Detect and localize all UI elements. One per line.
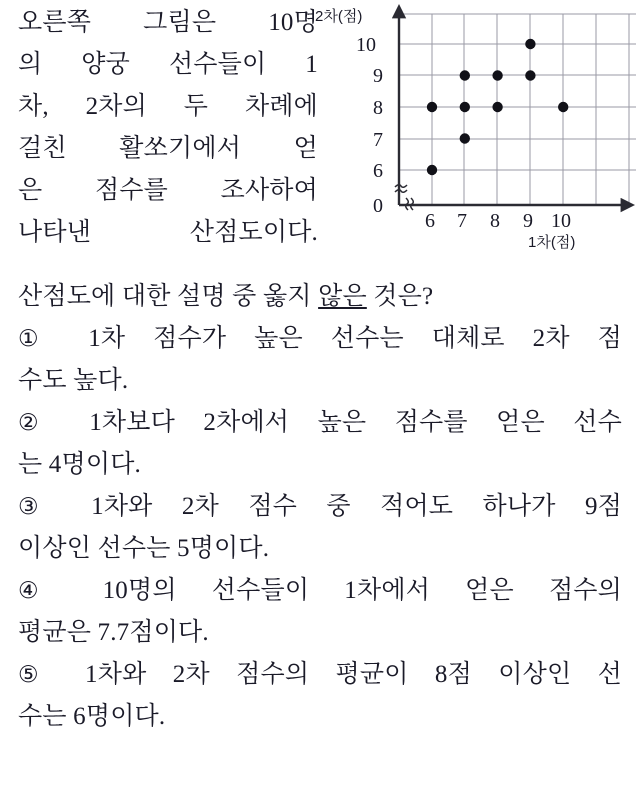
data-point xyxy=(492,102,502,112)
scatter-plot-figure xyxy=(310,0,640,262)
option-4-line-1 xyxy=(18,570,622,612)
data-point xyxy=(427,102,437,112)
y-tick-8: 8 xyxy=(373,97,383,119)
option-1-marker: ① xyxy=(18,326,61,352)
option-3-marker: ③ xyxy=(18,494,62,520)
option-2-line-1 xyxy=(18,402,622,444)
question-stem xyxy=(18,276,433,318)
x-axis-label: 1차(점) xyxy=(528,234,576,251)
intro-line-2: 의 양궁 선수들이 1 xyxy=(18,51,318,78)
x-tick-8: 8 xyxy=(490,210,500,232)
option-1-line-2: 수도 높다. xyxy=(18,367,129,394)
option-4-text-a: 10명의 선수들이 1차에서 얻은 점수의 xyxy=(102,577,622,604)
option-5-line-1 xyxy=(18,654,622,696)
option-1-line-1 xyxy=(18,318,622,360)
x-tick-6: 6 xyxy=(425,210,435,232)
y-tick-labels xyxy=(356,34,383,182)
data-point xyxy=(492,70,502,80)
question-negation: 않은 xyxy=(318,283,367,310)
data-point xyxy=(525,39,535,49)
y-tick-6: 6 xyxy=(373,160,383,182)
intro-line-3: 차, 2차의 두 차례에 xyxy=(18,93,318,120)
option-5-line-2: 수는 6명이다. xyxy=(18,703,166,730)
option-4-marker: ④ xyxy=(18,578,68,604)
option-2-text-a: 1차보다 2차에서 높은 점수를 얻은 선수 xyxy=(89,409,623,436)
data-point xyxy=(460,70,470,80)
data-point xyxy=(525,70,535,80)
intro-line-4: 걸친 활쏘기에서 얻 xyxy=(18,135,318,162)
option-2-line-2: 는 4명이다. xyxy=(18,451,142,478)
grid-horizontal xyxy=(399,14,636,170)
x-tick-labels xyxy=(425,210,571,232)
y-axis-label: 2차(점) xyxy=(315,8,363,25)
y-tick-7: 7 xyxy=(373,129,383,151)
data-point xyxy=(427,165,437,175)
data-point xyxy=(460,133,470,143)
intro-line-5: 은 점수를 조사하여 xyxy=(18,177,318,204)
intro-line-6: 나타낸 산점도이다. xyxy=(18,219,318,246)
option-1-text-a: 1차 점수가 높은 선수는 대체로 2차 점 xyxy=(88,325,622,352)
x-tick-7: 7 xyxy=(457,210,467,232)
option-5-marker: ⑤ xyxy=(18,662,59,688)
option-4-line-2: 평균은 7.7점이다. xyxy=(18,619,209,646)
y-tick-10: 10 xyxy=(356,34,376,56)
x-tick-9: 9 xyxy=(523,210,533,232)
data-point xyxy=(460,102,470,112)
question-prefix: 산점도에 대한 설명 중 옳지 xyxy=(18,283,319,310)
option-3-line-2: 이상인 선수는 5명이다. xyxy=(18,535,270,562)
axis-break-icon xyxy=(395,185,413,210)
option-3-line-1 xyxy=(18,486,622,528)
data-point xyxy=(558,102,568,112)
x-tick-10: 10 xyxy=(551,210,571,232)
option-5-text-a: 1차와 2차 점수의 평균이 8점 이상인 선 xyxy=(85,661,622,688)
option-2-marker: ② xyxy=(18,410,61,436)
option-3-text-a: 1차와 2차 점수 중 적어도 하나가 9점 xyxy=(91,493,622,520)
intro-line-1: 오른쪽 그림은 10명 xyxy=(18,9,318,36)
origin-label: 0 xyxy=(373,195,383,217)
question-suffix: 것은? xyxy=(366,283,434,310)
y-tick-9: 9 xyxy=(373,65,383,87)
